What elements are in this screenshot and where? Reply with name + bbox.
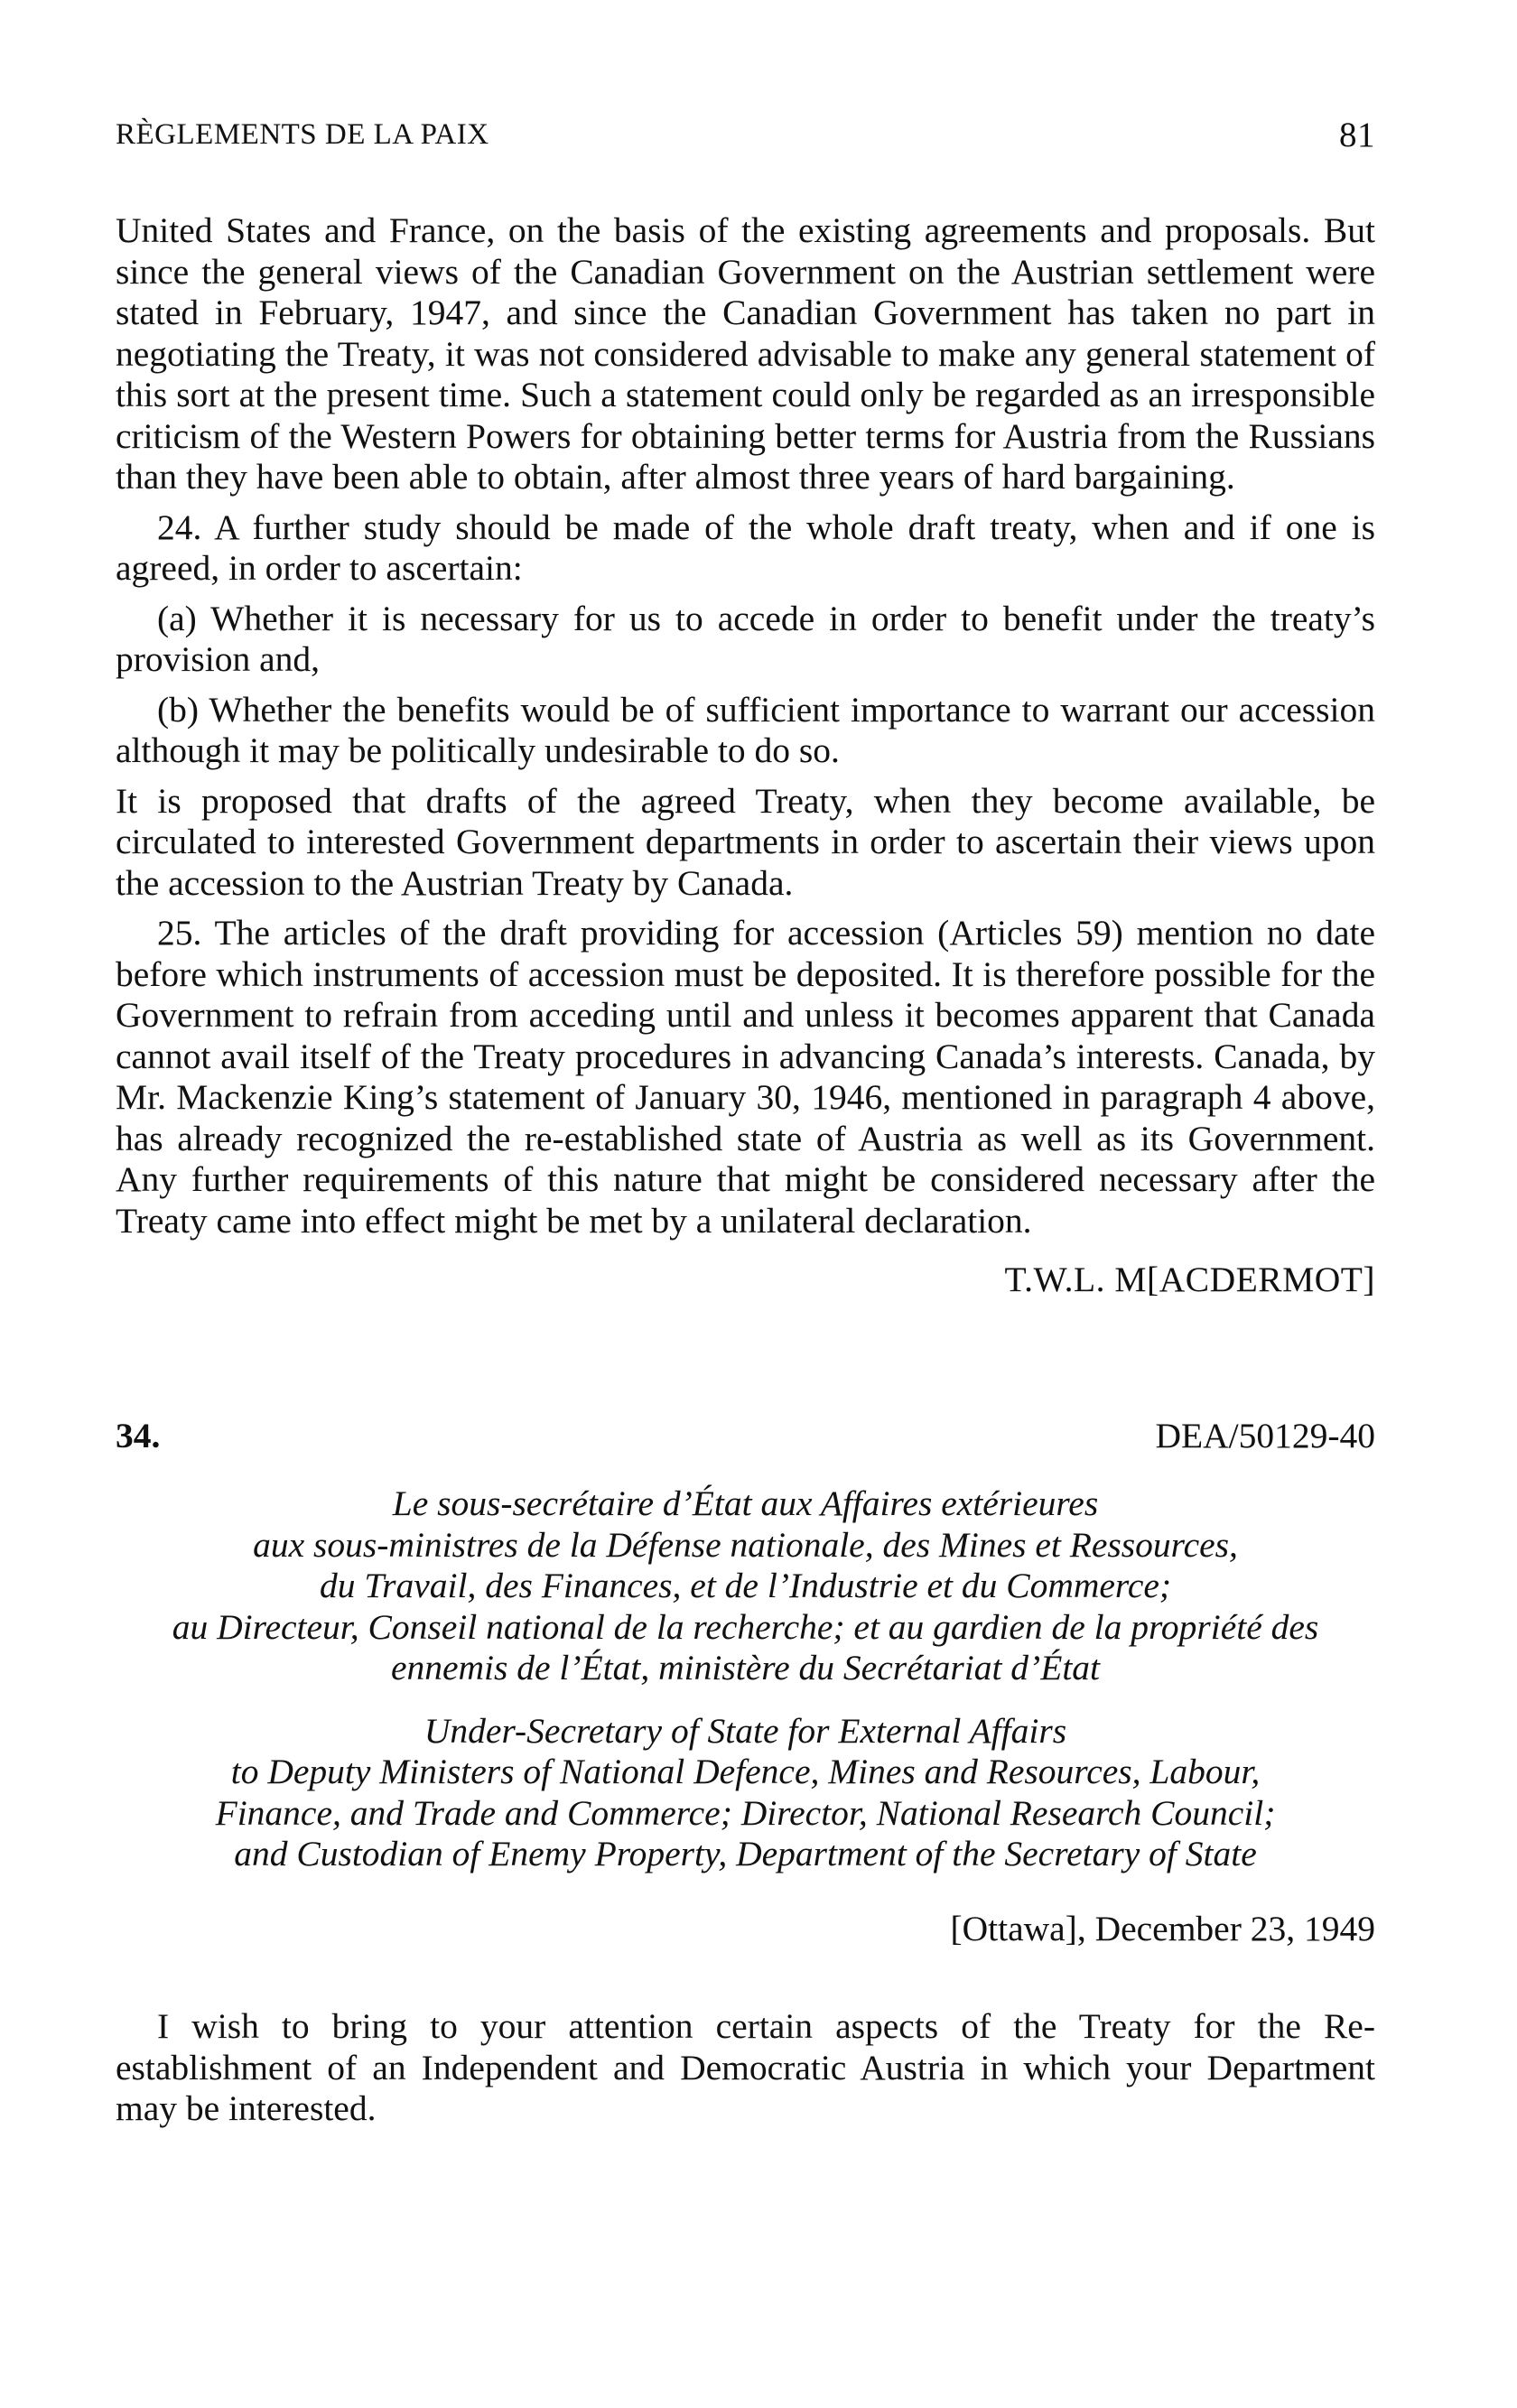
english-address-line: Under-Secretary of State for External Affairs [423, 1710, 1067, 1751]
english-address [116, 1711, 1375, 1875]
french-address-line: aux sous-ministres de la Défense nationale, des Mines et Ressources, [253, 1524, 1238, 1565]
paragraph-25: 25. The articles of the draft providing for accession (Articles 59) mention no date before which instruments of accession must be deposited. It is therefore possible for the Government to refrain from acceding until and unless it becomes apparent that Canada cannot avail itself of the Treaty procedures in advancing Canada’s interests. Canada, by Mr. Mackenzie King’s statement of January 30, 1946, mentioned in paragraph 4 above, has already recognized the re-established state of Austria as well as its Government. Any further requirements of this nature that might be considered necessary after the Treaty came into effect might be met by a unilateral declaration. [116, 913, 1375, 1241]
french-address [116, 1483, 1375, 1689]
file-reference: DEA/50129-40 [1155, 1416, 1375, 1455]
opening-paragraph: I wish to bring to your attention certain aspects of the Treaty for the Re-establishment of an Independent and Democratic Austria in which your Department may be interested. [116, 2006, 1375, 2128]
document-number: 34. [116, 1416, 161, 1455]
running-title: RÈGLEMENTS DE LA PAIX [116, 118, 489, 151]
english-address-line: to Deputy Ministers of National Defence, Mines and Resources, Labour, [230, 1752, 1261, 1791]
french-address-line: Le sous-secrétaire d’État aux Affaires extérieures [392, 1483, 1099, 1523]
paragraph-24-item-b: (b) Whether the benefits would be of sufficient importance to warrant our accession although it may be politically undesirable to do so. [116, 689, 1375, 770]
body-text [116, 210, 1375, 1310]
document-heading [116, 1415, 1375, 1460]
page-number: 81 [1339, 116, 1375, 154]
french-address-line: au Directeur, Conseil national de la recherche; et au gardien de la propriété des [172, 1606, 1319, 1647]
french-address-line: ennemis de l’État, ministère du Secrétariat d’État [390, 1648, 1101, 1687]
paragraph-24: 24. A further study should be made of the whole draft treaty, when and if one is agreed, in order to ascertain: [116, 507, 1375, 588]
french-address-line: du Travail, des Finances, et de l’Industrie et du Commerce; [319, 1566, 1172, 1605]
paragraph-continuation: United States and France, on the basis of the existing agreements and proposals. But since the general views of the Canadian Government on the Austrian settlement were stated in February, 1947, and since the Canadian Government has taken no part in negotiating the Treaty, it was not considered advisable to make any general statement of this sort at the present time. Such a statement could only be regarded as an irresponsible criticism of the Western Powers for obtaining better terms for Austria from the Russians than they have been able to obtain, after almost three years of hard bargaining. [116, 210, 1375, 497]
english-address-line: and Custodian of Enemy Property, Department of the Secretary of State [234, 1834, 1257, 1873]
dateline: [Ottawa], December 23, 1949 [950, 1909, 1375, 1948]
paragraph-24-proposal: It is proposed that drafts of the agreed Treaty, when they become available, be circulated to interested Government departments in order to ascertain their views upon the accession to the Austrian Treaty by Canada. [116, 780, 1375, 903]
english-address-line: Finance, and Trade and Commerce; Director, National Research Council; [215, 1792, 1276, 1833]
running-header [116, 115, 1375, 160]
signature: T.W.L. M[ACDERMOT] [1004, 1260, 1375, 1299]
address-block [116, 1483, 1375, 1897]
paragraph-24-item-a: (a) Whether it is necessary for us to accede in order to benefit under the treaty’s provision and, [116, 598, 1375, 679]
